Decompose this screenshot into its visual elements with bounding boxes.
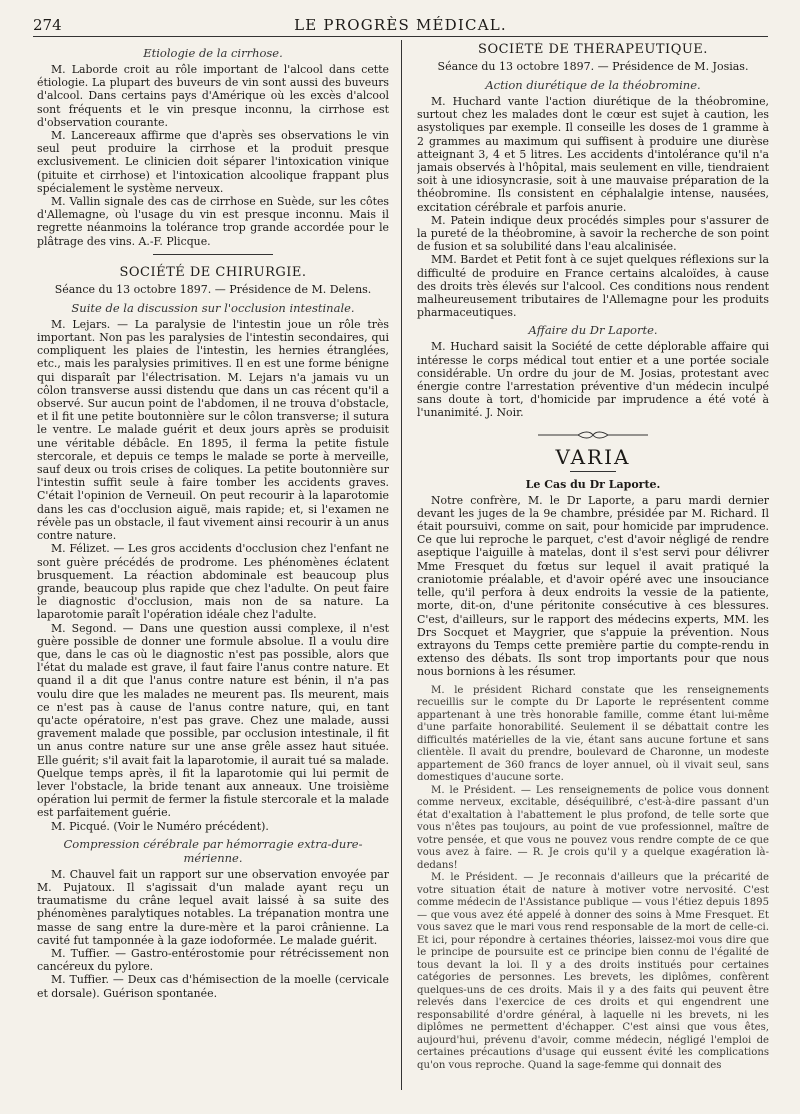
section-title-theobromine: Action diurétique de la théobromine. xyxy=(485,78,701,92)
varia-rule xyxy=(570,471,616,472)
paragraph-notre-confrere: Notre confrère, M. le Dr Laporte, a paru mardi dernier devant les juges de la 9e chambre, présidée par M. Richard. Il était poursuivi, comme on sait, pour homicide par imprudence. Ce que lui reproche le parquet, c'est d'avoir négligé de rendre aseptique l'aiguille à matelas, dont il s'est servi pour délivrer Mme Fresquet du fœtus sur lequel il avait pratiqué la craniotomie préalable, et d'avoir opéré avec une insouciance telle, qu'il perfora à deux endroits la vessie de la patiente, morte, dit-on, d'une péritonite consécutive à ces blessures. C'est, d'ailleurs, sur le rapport des médecins experts, MM. les Drs Socquet et Maygrier, que s'appuie la prévention. Nous extrayons du Temps cette première partie du compte-rendu in extenso des débats. Ils sont trop importants pour que nous nous bornions à les résumer. xyxy=(417,493,769,679)
section-title-affaire: Affaire du Dr Laporte. xyxy=(528,323,658,338)
ornament-divider xyxy=(417,424,769,443)
paragraph-laborde: M. Laborde croit au rôle important de l'alcool dans cette étiologie. La plupart des buveurs de vin sont aussi des buveurs d'alcool. Dans certains pays d'Amérique où les excès d'alcool sont fréquents et le vin presque inconnu, la cirrhose est d'observation courante. xyxy=(37,63,389,129)
left-column xyxy=(37,42,389,1104)
paragraph-picque: M. Picqué. (Voir le Numéro précédent). xyxy=(51,819,269,833)
paragraph-tuffier-1: M. Tuffier. — Gastro-entérostomie pour rétrécissement non cancéreux du pylore. xyxy=(37,946,389,974)
paragraph-huchard-affaire: M. Huchard saisit la Société de cette déplorable affaire qui intéresse le corps médical tout entier et a une portée sociale considérable. Un ordre du jour de M. Josias, protestant avec énergie contre l'arrestation préventive d'un médecin inculpé sans doute à tort, d'homicide par imprudence a été voté à l'unanimité. J. Noir. xyxy=(417,340,769,420)
paragraph-felizet: M. Félizet. — Les gros accidents d'occlusion chez l'enfant ne sont guère précédés de prodrome. Les phénomènes éclatent brusquement. La réaction abdominale est beaucoup plus grande, beaucoup plus rapide que chez l'adulte. On peut faire le diagnostic d'occlusion, mais non de sa nature. La laparotomie paraît l'opération idéale chez l'adulte. xyxy=(37,542,389,622)
paragraph-president-3: M. le Président. — Je reconnais d'ailleurs que la précarité de votre situation était de nature à motiver votre nervosité. C'est comme médecin de l'Assistance publique — vous l'étiez depuis 1895 — que vous avez été appelé à donner des soins à Mme Fresquet. Et vous savez que le mari vous rend responsable de la mort de celle-ci. Et ici, pour répondre à certaines théories, laissez-moi vous dire que le principe de poursuite est ce principe bien connu de l'égalité de tous devant la loi. Il y a des droits institués pour certaines catégories de personnes. Les brevets, les diplômes, confèrent quelques-uns de ces droits. Mais il y a des faits qui peuvent être relevés dans l'exercice de ces droits et qui engendrent une responsabilité d'ordre général, à laquelle ni les brevets, ni les diplômes ne permettent d'échapper. C'est ainsi que vous êtes, aujourd'hui, prévenu d'avoir, comme médecin, négligé l'emploi de certaines précautions d'usage qui eussent évité les complications qu'on vous reproche. Quand la sage-femme qui donnait des xyxy=(417,872,769,1071)
paragraph-patein: M. Patein indique deux procédés simples pour s'assurer de la pureté de la théobromine, à savoir la recherche de son point de fusion et sa solubilité dans l'eau alcalinisée. xyxy=(417,213,769,254)
section-rule xyxy=(153,254,273,255)
ornament-rule-icon xyxy=(538,431,648,439)
paragraph-president-1: M. le président Richard constate que les renseignements recueillis sur le compte du Dr Laporte le représentent comme appartenant à une très honorable famille, comme étant lui-même d'une parfaite honorabilité. Seulement il se débattait contre les difficultés matérielles de la vie, étant sans aucune fortune et sans clientèle. Il avait du prendre, boulevard de Charonne, un modeste appartement de 360 francs de loyer annuel, où il vivait seul, sans domestiques d'aucune sorte. xyxy=(417,684,769,784)
page-number: 274 xyxy=(33,16,62,34)
transcript-block xyxy=(417,685,769,1073)
varia-heading: VARIA xyxy=(555,444,631,469)
section-title-occlusion: Suite de la discussion sur l'occlusion intestinale. xyxy=(71,300,355,315)
society-chirurgie-heading: SOCIÉTÉ DE CHIRURGIE. xyxy=(119,264,307,280)
header-rule xyxy=(33,36,768,37)
paragraph-segond: M. Segond. — Dans une question aussi complexe, il n'est guère possible de donner une formule absolue. Il a voulu dire que, dans le cas où le diagnostic n'est pas possible, alors que l'état du malade est grave, il faut faire l'anus contre nature. Et quand il a dit que l'anus contre nature est bénin, il n'a pas voulu dire que les malades ne meurent pas. Ils meurent, mais ce n'est pas à cause de l'anus contre nature, qui, en tant qu'acte opératoire, n'est pas grave. Chez une malade, aussi gravement malade que possible, par occlusion intestinale, il fit un anus contre nature sur une anse grêle assez haut située. Elle guérit; s'il avait fait la laparotomie, il aurait tué sa malade. Quelque temps après, il fit la laparotomie qui lui permit de lever l'obstacle, la bride tenant aux anneaux. Une troisième opération lui permit de fermer la fistule stercorale et la malade est parfaitement guérie. xyxy=(37,621,389,820)
right-column xyxy=(417,42,769,1104)
running-head: LE PROGRÈS MÉDICAL. xyxy=(294,16,507,34)
paragraph-huchard: M. Huchard vante l'action diurétique de la théobromine, surtout chez les malades dont le cœur est sujet à caution, les asystoliques par exemple. Il conseille les doses de 1 gramme à 2 grammes au maximum qui suffisent à produire une diurèse atteignant 3, 4 et 5 litres. Les accidents d'intolérance qu'il n'a jamais observés à l'hôpital, mais seulement en ville, tiendraient soit à une idiosyncrasie, soit à une mauvaise préparation de la théobromine. Ils consistent en céphalalgie intense, nausées, excitation cérébrale et parfois anurie. xyxy=(417,95,769,214)
paragraph-tuffier-2: M. Tuffier. — Deux cas d'hémisection de la moelle (cervicale et dorsale). Guérison spontanée. xyxy=(37,973,389,1000)
column-divider xyxy=(401,40,402,1090)
case-title: Le Cas du Dr Laporte. xyxy=(525,477,661,491)
session-chirurgie: Séance du 13 octobre 1897. — Présidence de M. Delens. xyxy=(54,282,372,296)
society-therapeutique-heading: SOCIÉTÉ DE THÉRAPEUTIQUE. xyxy=(478,42,708,57)
paragraph-vallin: M. Vallin signale des cas de cirrhose en Suède, sur les côtes d'Allemagne, où l'usage du vin est presque inconnu. Mais il regrette néanmoins la tolérance trop grande accordée pour le plâtrage des vins. A.-F. Plicque. xyxy=(37,195,389,248)
section-title-compression: Compression cérébrale par hémorragie extra-dure-mérienne. xyxy=(63,836,363,865)
session-therapeutique: Séance du 13 octobre 1897. — Présidence de M. Josias. xyxy=(437,60,749,73)
paragraph-president-2: M. le Président. — Les renseignements de police vous donnent comme nerveux, excitable, déséquilibré, c'est-à-dire passant d'un état d'exaltation à l'abattement le plus profond, de telle sorte que vous n'êtes pas toujours, au point de vue professionnel, maître de votre pensée, et que vous ne pouvez vous rendre compte de ce que vous avez à faire. — R. Je crois qu'il y a quelque exagération là-dedans! xyxy=(417,784,769,871)
paragraph-bardet-petit: MM. Bardet et Petit font à ce sujet quelques réflexions sur la difficulté de produire en France certains alcaloïdes, à cause des droits très élevés sur l'alcool. Ces conditions nous rendent malheureusement tributaires de l'Allemagne pour les produits pharmaceutiques. xyxy=(417,253,769,320)
paragraph-chauvel: M. Chauvel fait un rapport sur une observation envoyée par M. Pujatoux. Il s'agissait d'un malade ayant reçu un traumatisme du crâne lequel avait laissé à sa suite des phénomènes paralytiques notables. La trépanation montra une masse de sang entre la dure-mère et la paroi crânienne. La cavité fut tamponnée à la gaze iodoformée. Le malade guérit. xyxy=(37,867,389,947)
section-title-cirrhose: Etiologie de la cirrhose. xyxy=(143,46,283,60)
paragraph-lejars: M. Lejars. — La paralysie de l'intestin joue un rôle très important. Non pas les paralysies de l'intestin secondaires, qui compliquent les plaies de l'intestin, les hernies étranglées, etc., mais les paralysies primitives. Il en est une forme bénigne qui disparaît par l'électrisation. M. Lejars n'a jamais vu un côlon transverse aussi distendu que dans un cas récent qu'il a observé. Sur aucun point de l'abdomen, il ne trouva d'obstacle, et il fit une petite boutonnière sur le côlon transverse; il sutura le ventre. Le malade guérit et deux jours après se produisit une véritable débâcle. En 1895, il ferma la petite fistule stercorale, et depuis ce temps le malade se porte à merveille, sauf deux ou trois crises de coliques. La petite boutonnière sur l'intestin suffit seule à faire tomber les accidents graves. C'était l'opinion de Verneuil. On peut recourir à la laparotomie dans les cas d'occlusion aiguë, mais rapide; et, si l'examen ne révèle pas un obstacle, il faut vivement ainsi recourir à un anus contre nature. xyxy=(37,317,389,543)
paragraph-lancereaux: M. Lancereaux affirme que d'après ses observations le vin seul peut produire la cirrhose et la produit presque exclusivement. Le clinicien doit séparer l'intoxication vinique (pituite et cirrhose) et l'intoxication alcoolique frappant plus spécialement le système nerveux. xyxy=(37,129,389,195)
